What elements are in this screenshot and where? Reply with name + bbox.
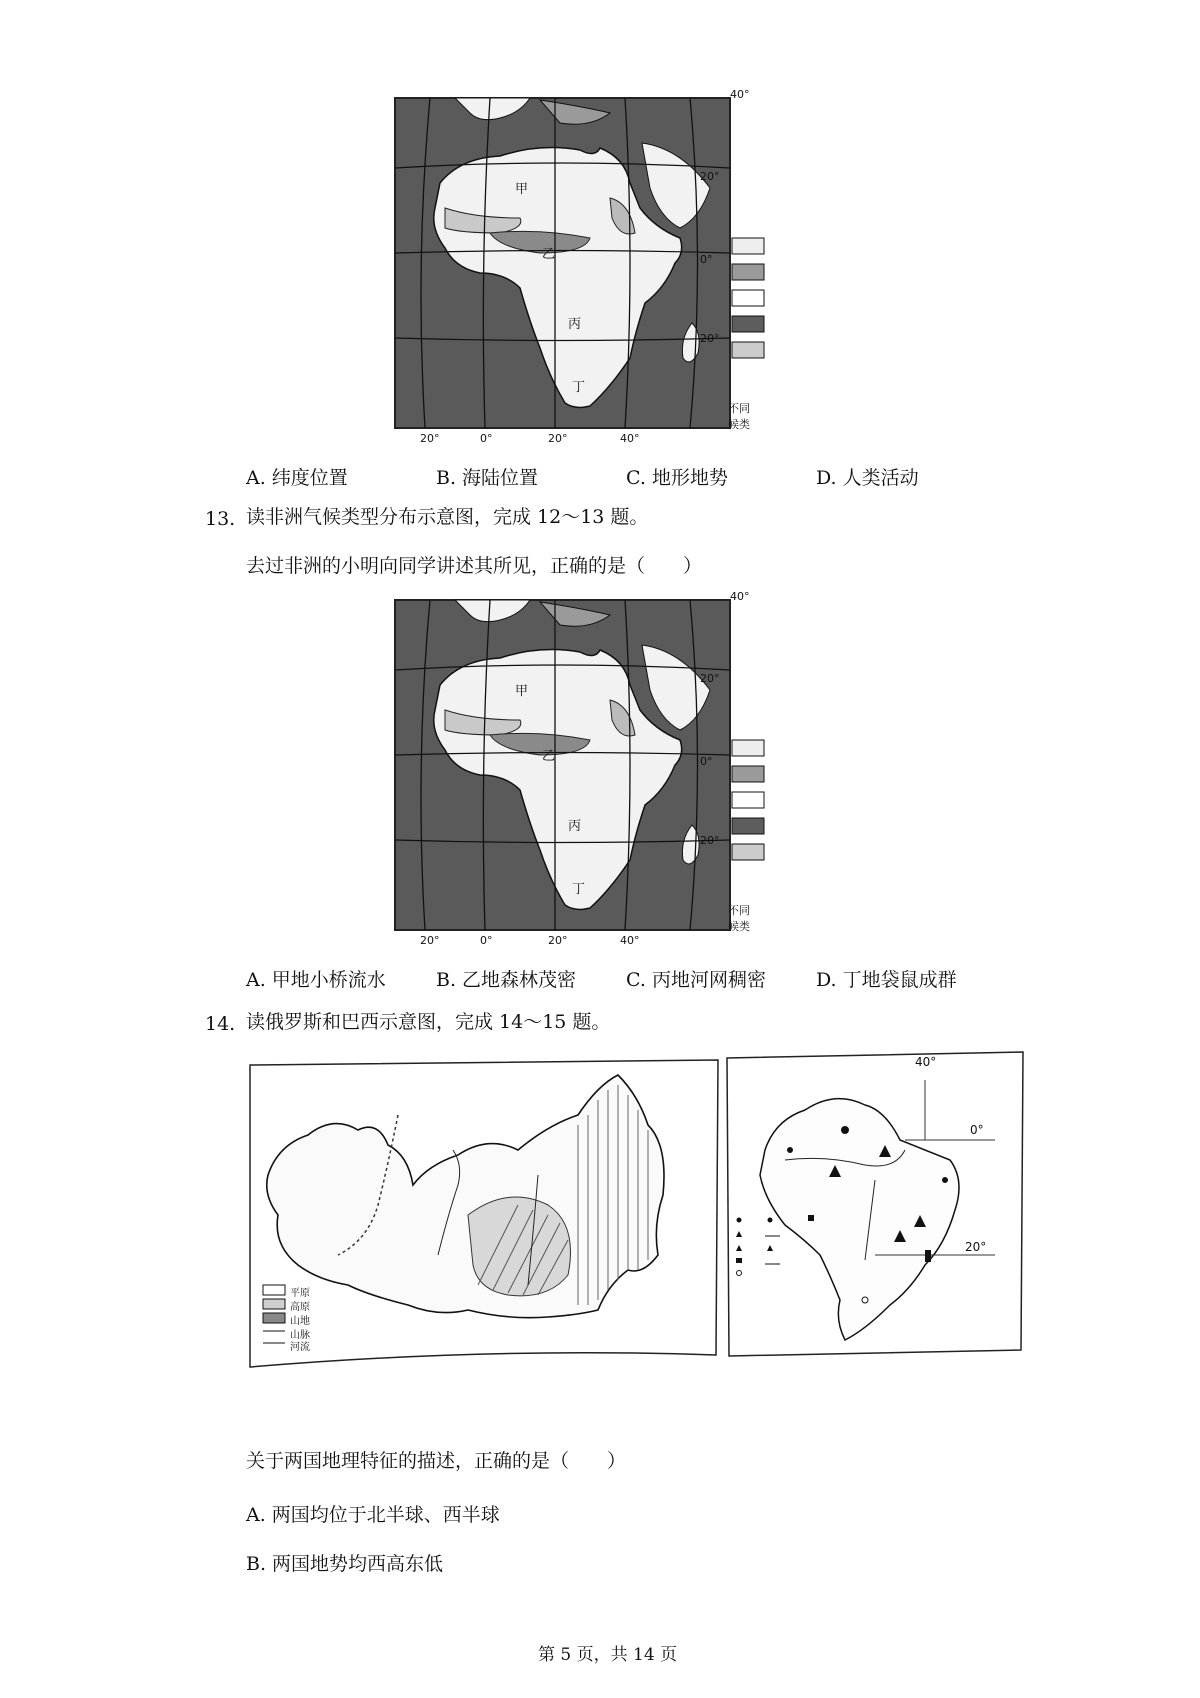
brazil-lat-0: 0° bbox=[970, 1123, 984, 1137]
legend-footer-2: 候类 bbox=[728, 920, 750, 933]
place-bing: 丙 bbox=[568, 317, 582, 332]
q14-question: 关于两国地理特征的描述，正确的是（ ） bbox=[246, 1450, 627, 1472]
brazil-lon-40: 40° bbox=[915, 1055, 937, 1069]
q14-option-a[interactable]: A. 两国均位于北半球、西半球 bbox=[246, 1504, 500, 1526]
q13-option-d[interactable]: D. 丁地袋鼠成群 bbox=[816, 969, 957, 991]
lat-label-20s: 20° bbox=[700, 834, 720, 847]
lat-label-20s: 20° bbox=[700, 332, 720, 345]
legend-footer-1: 不同 bbox=[728, 402, 750, 415]
q14-stem: 读俄罗斯和巴西示意图，完成 14～15 题。 bbox=[246, 1011, 611, 1033]
q12-option-b[interactable]: B. 海陆位置 bbox=[436, 467, 539, 489]
place-yi: 乙 bbox=[542, 749, 556, 764]
lat-label-0: 0° bbox=[700, 253, 713, 266]
lon-label-20e: 20° bbox=[548, 432, 568, 445]
lon-label-20e: 20° bbox=[548, 934, 568, 947]
q13-option-b[interactable]: B. 乙地森林茂密 bbox=[436, 969, 577, 991]
q13-question: 去过非洲的小明向同学讲述其所见，正确的是（ ） bbox=[246, 555, 703, 577]
lon-label-40e: 40° bbox=[620, 432, 640, 445]
russia-legend-mountain: 山地 bbox=[290, 1316, 310, 1327]
place-ding: 丁 bbox=[572, 882, 586, 897]
q13-option-a[interactable]: A. 甲地小桥流水 bbox=[246, 969, 386, 991]
africa-climate-map-2 bbox=[380, 590, 770, 952]
lon-label-20w: 20° bbox=[420, 934, 440, 947]
q12-option-c[interactable]: C. 地形地势 bbox=[626, 467, 728, 489]
q12-option-d[interactable]: D. 人类活动 bbox=[816, 467, 919, 489]
brazil-lat-20: 20° bbox=[965, 1240, 987, 1254]
place-yi: 乙 bbox=[542, 247, 556, 262]
q14-number: 14. bbox=[205, 1013, 236, 1035]
place-jia: 甲 bbox=[515, 684, 529, 699]
q13-number: 13. bbox=[205, 508, 236, 530]
place-bing: 丙 bbox=[568, 819, 582, 834]
lat-label-20n: 20° bbox=[700, 170, 720, 183]
q13-option-c[interactable]: C. 丙地河网稠密 bbox=[626, 969, 766, 991]
russia-legend-plateau: 高原 bbox=[290, 1302, 310, 1313]
lat-label-0: 0° bbox=[700, 755, 713, 768]
lon-label-0: 0° bbox=[480, 432, 493, 445]
russia-map bbox=[248, 1055, 720, 1375]
russia-legend-range: 山脉 bbox=[290, 1330, 310, 1341]
brazil-map bbox=[725, 1050, 1025, 1360]
legend-footer-1: 不同 bbox=[728, 904, 750, 917]
lat-label-20n: 20° bbox=[700, 672, 720, 685]
russia-legend-river: 河流 bbox=[290, 1342, 310, 1353]
lon-label-40e: 40° bbox=[620, 934, 640, 947]
place-jia: 甲 bbox=[515, 182, 529, 197]
russia-legend-plain: 平原 bbox=[290, 1288, 310, 1299]
lon-label-0: 0° bbox=[480, 934, 493, 947]
lon-label-20w: 20° bbox=[420, 432, 440, 445]
lat-label-40n: 40° bbox=[730, 590, 750, 603]
q12-option-a[interactable]: A. 纬度位置 bbox=[246, 467, 348, 489]
place-ding: 丁 bbox=[572, 380, 586, 395]
q13-stem: 读非洲气候类型分布示意图，完成 12～13 题。 bbox=[246, 506, 649, 528]
page-footer: 第 5 页，共 14 页 bbox=[538, 1645, 678, 1665]
q14-option-b[interactable]: B. 两国地势均西高东低 bbox=[246, 1553, 444, 1575]
lat-label-40n: 40° bbox=[730, 88, 750, 101]
legend-footer-2: 候类 bbox=[728, 418, 750, 431]
africa-climate-map-1 bbox=[380, 88, 770, 450]
